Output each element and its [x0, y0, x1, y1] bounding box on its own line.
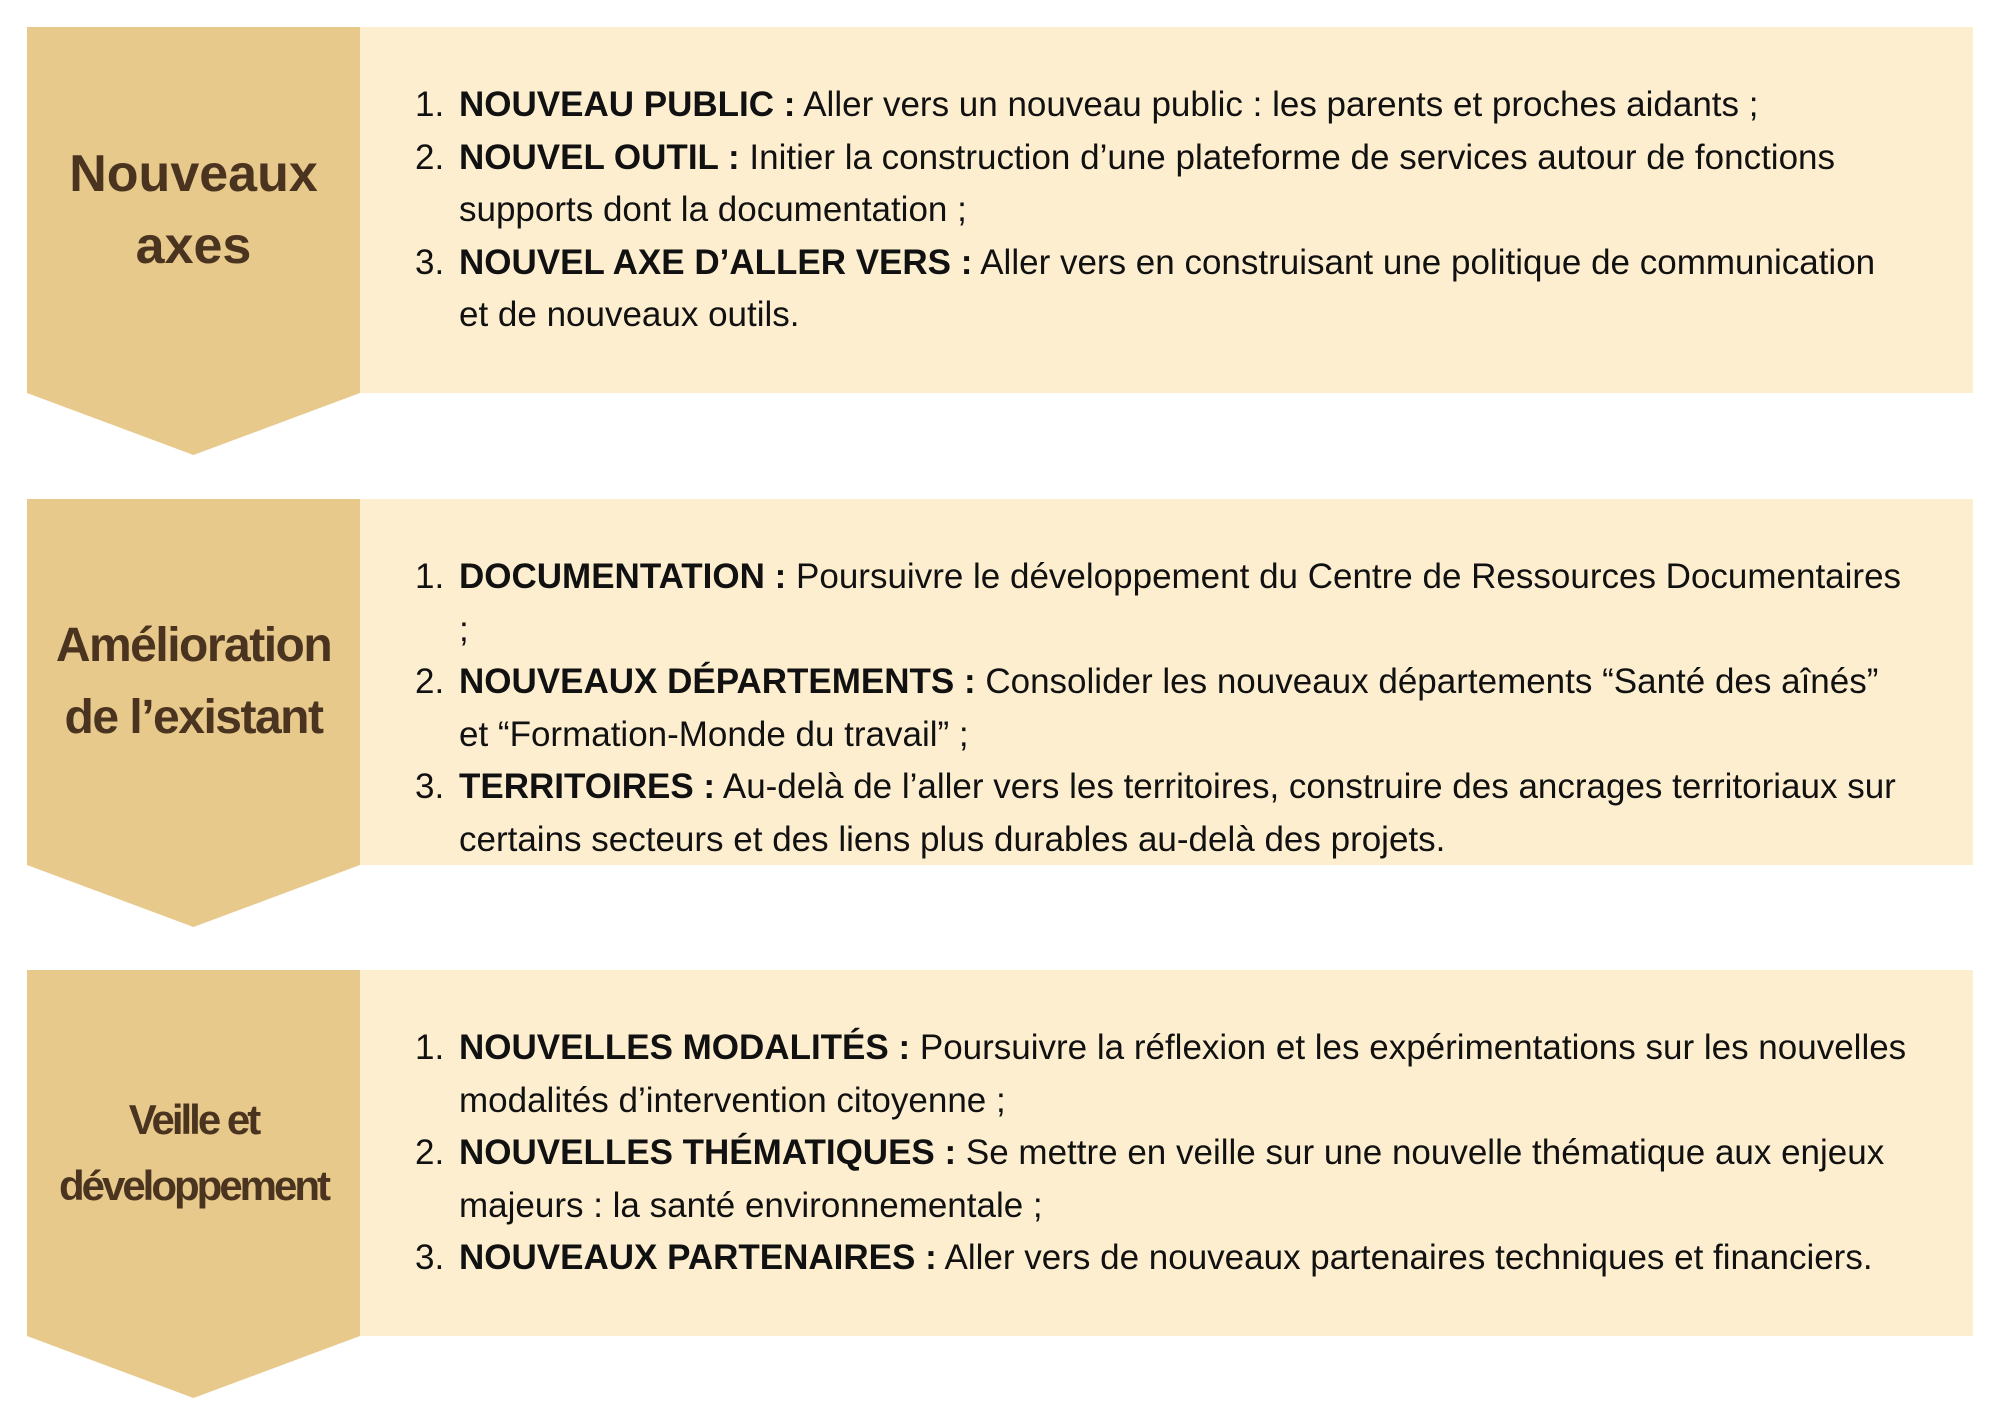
- item-text: Poursuivre la réflexion et les expérimentations sur les nouvelles modalités d’intervention citoyenne ;: [459, 1028, 1907, 1120]
- item-number: 3.: [415, 1238, 445, 1277]
- chevron-tab: [27, 499, 360, 929]
- tab-label: Amélioration de l’existant: [55, 619, 332, 744]
- content-panel: [360, 970, 1973, 1336]
- list-item: [415, 761, 1913, 866]
- item-list: [415, 551, 1913, 866]
- list-item: [415, 1232, 1913, 1285]
- item-number: 3.: [415, 242, 445, 282]
- tab-label: Veille et développement: [58, 1096, 329, 1209]
- item-keyword: NOUVELLES THÉMATIQUES :: [459, 1133, 957, 1172]
- list-item: [415, 79, 1913, 132]
- item-number: 1.: [415, 557, 445, 596]
- item-keyword: DOCUMENTATION :: [459, 557, 787, 596]
- item-text: Aller vers de nouveaux partenaires techniques et financiers.: [944, 1238, 1873, 1277]
- list-item: [415, 237, 1913, 342]
- chevron-tab: [27, 970, 360, 1400]
- tab-label: Nouveaux axes: [69, 145, 318, 275]
- list-item: [415, 1022, 1913, 1127]
- item-keyword: NOUVEAUX PARTENAIRES :: [459, 1238, 937, 1277]
- list-item: [415, 1127, 1913, 1232]
- content-panel: [360, 27, 1973, 393]
- item-number: 1.: [415, 85, 445, 124]
- item-keyword: NOUVEAU PUBLIC :: [459, 85, 796, 124]
- item-number: 2.: [415, 662, 445, 701]
- item-list: [415, 1022, 1913, 1285]
- item-keyword: TERRITOIRES :: [459, 767, 716, 806]
- item-text: Poursuivre le développement du Centre de Ressources Documentaires ;: [459, 557, 1902, 649]
- content-panel: [360, 499, 1973, 865]
- item-text: Aller vers en construisant une politique de communication et de nouveaux outils.: [459, 242, 1876, 334]
- item-keyword: NOUVEL OUTIL :: [459, 137, 740, 177]
- item-number: 2.: [415, 137, 445, 177]
- list-item: [415, 656, 1913, 761]
- item-number: 1.: [415, 1028, 445, 1067]
- item-text: Consolider les nouveaux départements “Santé des aînés” et “Formation-Monde du travail” ;: [459, 662, 1879, 754]
- list-item: [415, 132, 1913, 237]
- chevron-tab: [27, 27, 360, 457]
- item-keyword: NOUVEL AXE D’ALLER VERS :: [459, 242, 973, 282]
- item-list: [415, 79, 1913, 342]
- item-number: 2.: [415, 1133, 445, 1172]
- item-text: Aller vers un nouveau public : les parents et proches aidants ;: [803, 85, 1759, 124]
- item-text: Au-delà de l’aller vers les territoires, construire des ancrages territoriaux sur certains secteurs et des liens plus durables au-delà des projets.: [459, 767, 1896, 859]
- item-text: Initier la construction d’une plateforme de services autour de fonctions supports dont la documentation ;: [459, 137, 1836, 229]
- item-keyword: NOUVELLES MODALITÉS :: [459, 1028, 911, 1067]
- item-number: 3.: [415, 767, 445, 806]
- item-keyword: NOUVEAUX DÉPARTEMENTS :: [459, 662, 976, 701]
- list-item: [415, 551, 1913, 656]
- item-text: Se mettre en veille sur une nouvelle thématique aux enjeux majeurs : la santé environnementale ;: [459, 1133, 1885, 1225]
